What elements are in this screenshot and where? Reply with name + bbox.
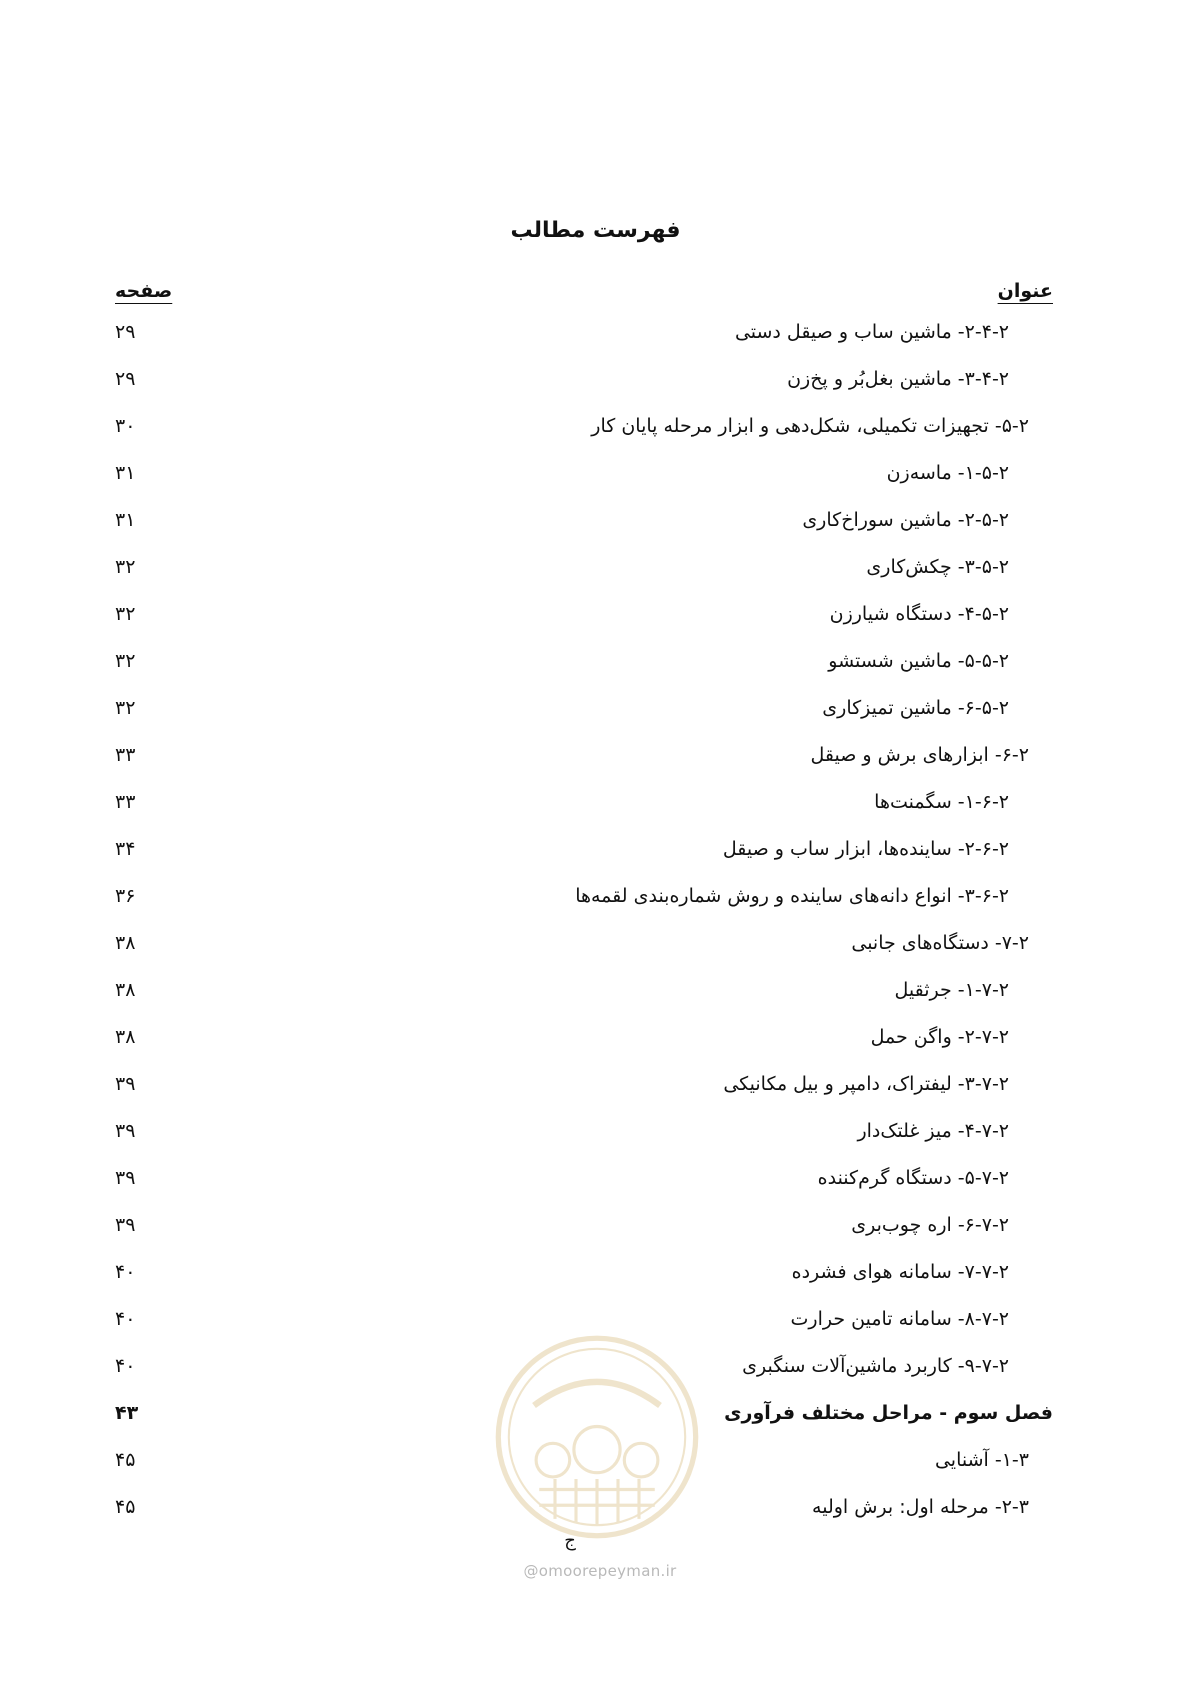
- toc-entry-title: فصل سوم - مراحل مختلف فرآوری: [724, 1402, 1053, 1424]
- toc-entry: [0, 1117, 1191, 1164]
- toc-entry-page: ۳۶: [115, 885, 136, 907]
- toc-entry: [0, 318, 1191, 365]
- toc-entry-title: ۴-۵-۲- دستگاه شیارزن: [829, 603, 1009, 625]
- toc-entry-page: ۳۸: [115, 932, 136, 954]
- toc-entry-title: ۲-۴-۲- ماشین ساب و صیقل دستی: [734, 321, 1009, 343]
- toc-entry-title: ۳-۶-۲- انواع دانه‌های ساینده و روش شماره‌بندی لقمه‌ها: [575, 885, 1009, 907]
- seal-logo-icon: [492, 1332, 702, 1542]
- page-column-header: صفحه: [115, 280, 173, 302]
- toc-entry: [0, 929, 1191, 976]
- toc-entry-page: ۴۵: [115, 1496, 136, 1518]
- toc-entry-page: ۲۹: [115, 368, 136, 390]
- toc-entry-title: ۷-۷-۲- سامانه هوای فشرده: [791, 1261, 1009, 1283]
- toc-entry-title: ۴-۷-۲- میز غلتک‌دار: [857, 1120, 1009, 1142]
- toc-entry: [0, 741, 1191, 788]
- toc-entry: [0, 788, 1191, 835]
- toc-entry-page: ۳۳: [115, 791, 136, 813]
- toc-entry: [0, 882, 1191, 929]
- toc-entry-page: ۳۸: [115, 1026, 136, 1048]
- toc-entry-title: ۲-۵-۲- ماشین سوراخ‌کاری: [802, 509, 1009, 531]
- toc-entry: [0, 459, 1191, 506]
- page-title: فهرست مطالب: [510, 218, 681, 243]
- toc-entry-page: ۳۹: [115, 1073, 136, 1095]
- toc-entry-page: ۳۱: [115, 462, 136, 484]
- toc-entry: [0, 365, 1191, 412]
- toc-entry-title: ۵-۷-۲- دستگاه گرم‌کننده: [817, 1167, 1009, 1189]
- toc-entry-page: ۳۹: [115, 1167, 136, 1189]
- toc-entry-page: ۴۰: [115, 1355, 136, 1377]
- toc-entry-page: ۳۰: [115, 415, 136, 437]
- toc-entry-title: ۲-۳- مرحله اول: برش اولیه: [812, 1496, 1029, 1518]
- toc-entry-title: ۵-۵-۲- ماشین شستشو: [828, 650, 1009, 672]
- toc-entry-title: ۷-۲- دستگاه‌های جانبی: [851, 932, 1029, 954]
- toc-entry-page: ۲۹: [115, 321, 136, 343]
- toc-entry-page: ۳۹: [115, 1120, 136, 1142]
- toc-entry-page: ۳۸: [115, 979, 136, 1001]
- page-number: ج: [564, 1530, 576, 1551]
- toc-entry-page: ۳۳: [115, 744, 136, 766]
- toc-entry: [0, 647, 1191, 694]
- toc-entry-title: ۶-۵-۲- ماشین تمیزکاری: [822, 697, 1009, 719]
- toc-entry-page: ۳۲: [115, 697, 136, 719]
- toc-entry-title: ۹-۷-۲- کاربرد ماشین‌آلات سنگبری: [742, 1355, 1009, 1377]
- toc-entry: [0, 553, 1191, 600]
- toc-entry-page: ۳۲: [115, 603, 136, 625]
- toc-entry-title: ۲-۷-۲- واگن حمل: [870, 1026, 1009, 1048]
- toc-entry-title: ۳-۴-۲- ماشین بغل‌بُر و پخ‌زن: [787, 368, 1009, 390]
- toc-entry-page: ۴۵: [115, 1449, 136, 1471]
- toc-entry-page: ۳۲: [115, 650, 136, 672]
- toc-entry-title: ۳-۵-۲- چکش‌کاری: [866, 556, 1009, 578]
- toc-entry: [0, 1164, 1191, 1211]
- toc-entry-title: ۱-۶-۲- سگمنت‌ها: [874, 791, 1009, 813]
- watermark-url: @omoorepeyman.ir: [523, 1562, 677, 1580]
- toc-entry: [0, 1258, 1191, 1305]
- toc-entry: [0, 694, 1191, 741]
- title-column-header: عنوان: [997, 280, 1053, 302]
- toc-entry: [0, 976, 1191, 1023]
- toc-entry-page: ۴۳: [115, 1402, 139, 1424]
- toc-entry-title: ۱-۵-۲- ماسه‌زن: [886, 462, 1009, 484]
- toc-entry-title: ۲-۶-۲- ساینده‌ها، ابزار ساب و صیقل: [722, 838, 1009, 860]
- toc-entry: [0, 506, 1191, 553]
- toc-entry: [0, 1023, 1191, 1070]
- toc-entry-page: ۳۱: [115, 509, 136, 531]
- toc-entry-page: ۳۹: [115, 1214, 136, 1236]
- toc-entry-title: ۶-۲- ابزارهای برش و صیقل: [810, 744, 1029, 766]
- toc-entry: [0, 600, 1191, 647]
- toc-entry-title: ۸-۷-۲- سامانه تامین حرارت: [790, 1308, 1009, 1330]
- toc-entry-title: ۵-۲- تجهیزات تکمیلی، شکل‌دهی و ابزار مرحله پایان کار: [591, 415, 1029, 437]
- toc-entry: [0, 412, 1191, 459]
- toc-entry-page: ۳۴: [115, 838, 136, 860]
- toc-entry-title: ۱-۷-۲- جرثقیل: [894, 979, 1009, 1001]
- toc-entry: [0, 835, 1191, 882]
- toc-entry-title: ۳-۷-۲- لیفتراک، دامپر و بیل مکانیکی: [723, 1073, 1009, 1095]
- toc-entry: [0, 1070, 1191, 1117]
- toc-entry-page: ۳۲: [115, 556, 136, 578]
- toc-entry-page: ۴۰: [115, 1261, 136, 1283]
- toc-entry-page: ۴۰: [115, 1308, 136, 1330]
- toc-entry-title: ۱-۳- آشنایی: [934, 1449, 1029, 1471]
- toc-entry: [0, 1211, 1191, 1258]
- toc-entry-title: ۶-۷-۲- اره چوب‌بری: [851, 1214, 1009, 1236]
